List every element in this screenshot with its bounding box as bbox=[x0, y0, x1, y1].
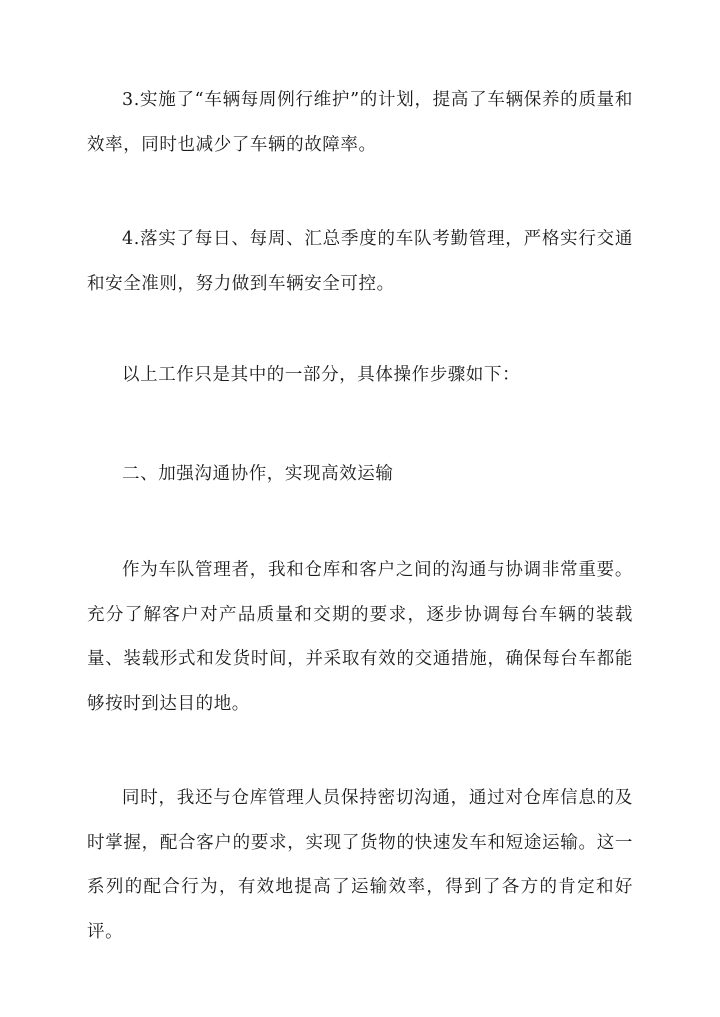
paragraph-item-4: 4.落实了每日、每周、汇总季度的车队考勤管理，严格实行交通和安全准则，努力做到车辆安全可控。 bbox=[87, 229, 633, 294]
paragraph-warehouse-coordination: 同时，我还与仓库管理人员保持密切沟通，通过对仓库信息的及时掌握，配合客户的要求，实现了货物的快速发车和短途运输。这一系列的配合行为，有效地提高了运输效率，得到了各方的肯定和好评。 bbox=[87, 788, 633, 942]
paragraph-item-3: 3.实施了“车辆每周例行维护”的计划，提高了车辆保养的质量和效率，同时也减少了车辆的故障率。 bbox=[87, 90, 633, 155]
paragraph-communication-body: 作为车队管理者，我和仓库和客户之间的沟通与协调非常重要。充分了解客户对产品质量和交期的要求，逐步协调每台车辆的装载量、装载形式和发货时间，并采取有效的交通措施，确保每台车都能够按时到达目的地。 bbox=[87, 560, 633, 714]
paragraph-summary: 以上工作只是其中的一部分，具体操作步骤如下： bbox=[122, 365, 521, 385]
section-heading-communication: 二、加强沟通协作，实现高效运输 bbox=[122, 464, 394, 484]
